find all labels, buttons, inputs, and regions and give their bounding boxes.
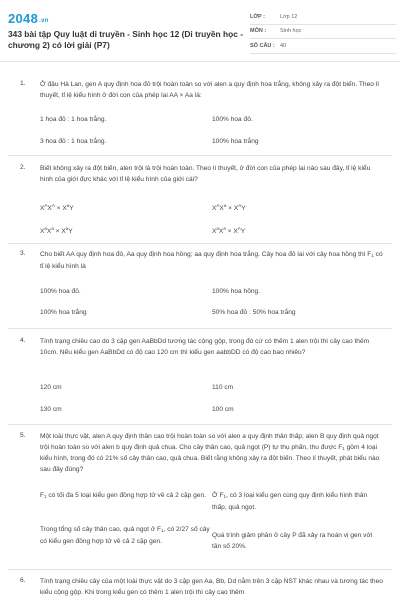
question-number: 2. <box>20 164 26 171</box>
answer-option-a[interactable]: 120 cm <box>40 384 62 391</box>
site-logo[interactable]: 2048.vn <box>8 11 49 26</box>
question-text: Ở đậu Hà Lan, gen A quy định hoa đỏ trội hoàn toàn so với alen a quy định hoa trắng, không xảy ra đột biến. Theo lí thuyết, tỉ lệ kiểu hình ở đời con của phép lai AA × Aa là: <box>40 81 380 99</box>
answer-option-a[interactable]: 1 hoa đỏ : 1 hoa trắng. <box>40 116 107 123</box>
answer-option-d[interactable]: Quá trình giảm phân ở cây P đã xảy ra hoán vị gen với tần số 20%. <box>212 532 373 550</box>
answer-option-b[interactable]: 100% hoa hồng. <box>212 288 261 295</box>
answer-option-c[interactable]: 100% hoa trắng <box>40 309 87 316</box>
answer-option-b[interactable]: Ở $F_1$, có 3 loại kiểu gen cùng quy định kiểu hình thân thấp, quả ngọt. <box>212 492 368 511</box>
meta-value: Lớp 12 <box>280 13 298 20</box>
meta-row-count <box>250 39 396 54</box>
question-divider <box>8 569 392 570</box>
question-text: Cho biết AA quy định hoa đỏ, Aa quy định hoa hồng; aa quy định hoa trắng. Cây hoa đỏ lai với cây hoa hồng thì $F_1$ có tỉ lệ kiểu hình là <box>40 251 383 270</box>
answer-option-a[interactable]: $X^AX^A \times X^aY$ <box>40 203 74 212</box>
meta-row-grade <box>250 10 396 25</box>
answer-option-c[interactable]: Trong tổng số cây thân cao, quả ngọt ở $F_1$, có 2/27 số cây có kiểu gen đồng hợp tử về cả 2 cặp gen. <box>40 526 210 545</box>
question-number: 3. <box>20 250 26 257</box>
question-text: Tính trạng chiều cao do 3 cặp gen AaBbDd tương tác cộng gộp, trong đó cứ có thêm 1 alen trội thì cây cao thêm 10cm. Nếu kiểu gen AaBbDd có độ cao 120 cm thì kiểu gen aabbDD có độ cao bao nhiêu? <box>40 338 370 356</box>
question-text: Một loài thực vật, alen A quy định thân cao trội hoàn toàn so với alen a quy định thân thấp; alen B quy định quả ngọt trội hoàn toàn so với alen b quy định quả chua. Cho cây thân cao, quả ngọt (P) tự thụ phấn, thu được $F_1$ gồm 4 loại kiểu hình, trong đó có 21% số cây thân cao, quả chua. Biết rằng không xảy ra đột biến. Theo lí thuyết, phát biểu nào sau đây đúng? <box>40 433 380 473</box>
question-number: 1. <box>20 80 26 87</box>
question-number: 6. <box>20 577 26 584</box>
page-header <box>0 0 400 62</box>
answer-option-c[interactable]: 130 cm <box>40 406 62 413</box>
answer-option-b[interactable]: 110 cm <box>212 384 234 391</box>
question-number: 4. <box>20 337 26 344</box>
meta-key: LỚP : <box>250 13 265 20</box>
answer-option-d[interactable]: 100% hoa trắng <box>212 138 259 145</box>
answer-option-d[interactable]: 100 cm <box>212 406 234 413</box>
meta-value: 40 <box>280 42 287 49</box>
question-divider <box>8 328 392 329</box>
answer-option-c[interactable]: $X^aX^a \times X^aY$ <box>40 226 73 235</box>
answer-option-d[interactable]: 50% hoa đỏ : 50% hoa trắng <box>212 309 296 316</box>
question-divider <box>8 155 392 156</box>
meta-key: MÔN : <box>250 28 267 35</box>
meta-key: SỐ CÂU : <box>250 42 275 49</box>
question-text: Tính trạng chiều cây của một loài thực vật do 3 cặp gen Aa, Bb, Dd nằm trên 3 cặp NST khác nhau và tương tác theo kiểu cộng gộp. Khi trong kiểu gen có thêm 1 alen trội thì cây cao thêm <box>40 578 383 596</box>
question-number: 5. <box>20 432 26 439</box>
answer-option-c[interactable]: 3 hoa đỏ : 1 hoa trắng. <box>40 138 107 145</box>
document-title: 343 bài tập Quy luật di truyền - Sinh học 12 (Di truyền học - chương 2) có lời giải (P7) <box>8 29 244 50</box>
document-meta <box>250 10 396 54</box>
answer-option-b[interactable]: 100% hoa đỏ. <box>212 116 253 123</box>
answer-option-a[interactable]: $F_1$ có tối đa 5 loại kiểu gen đồng hợp tử về cả 2 cặp gen. <box>40 492 206 499</box>
answer-option-d[interactable]: $X^aX^a \times X^AY$ <box>212 226 246 235</box>
meta-row-subject <box>250 25 396 40</box>
meta-value: Sinh học <box>280 28 302 35</box>
question-divider <box>8 243 392 244</box>
answer-option-a[interactable]: 100% hoa đỏ. <box>40 288 81 295</box>
question-text: Biết không xảy ra đột biến, alen trội là trội hoàn toàn. Theo lí thuyết, ở đời con của phép lai nào sau đây, tỉ lệ kiểu hình của giới đực khác với tỉ lệ kiểu hình của giới cái? <box>40 165 371 183</box>
question-divider <box>8 424 392 425</box>
answer-option-b[interactable]: $X^AX^a \times X^AY$ <box>212 203 246 212</box>
